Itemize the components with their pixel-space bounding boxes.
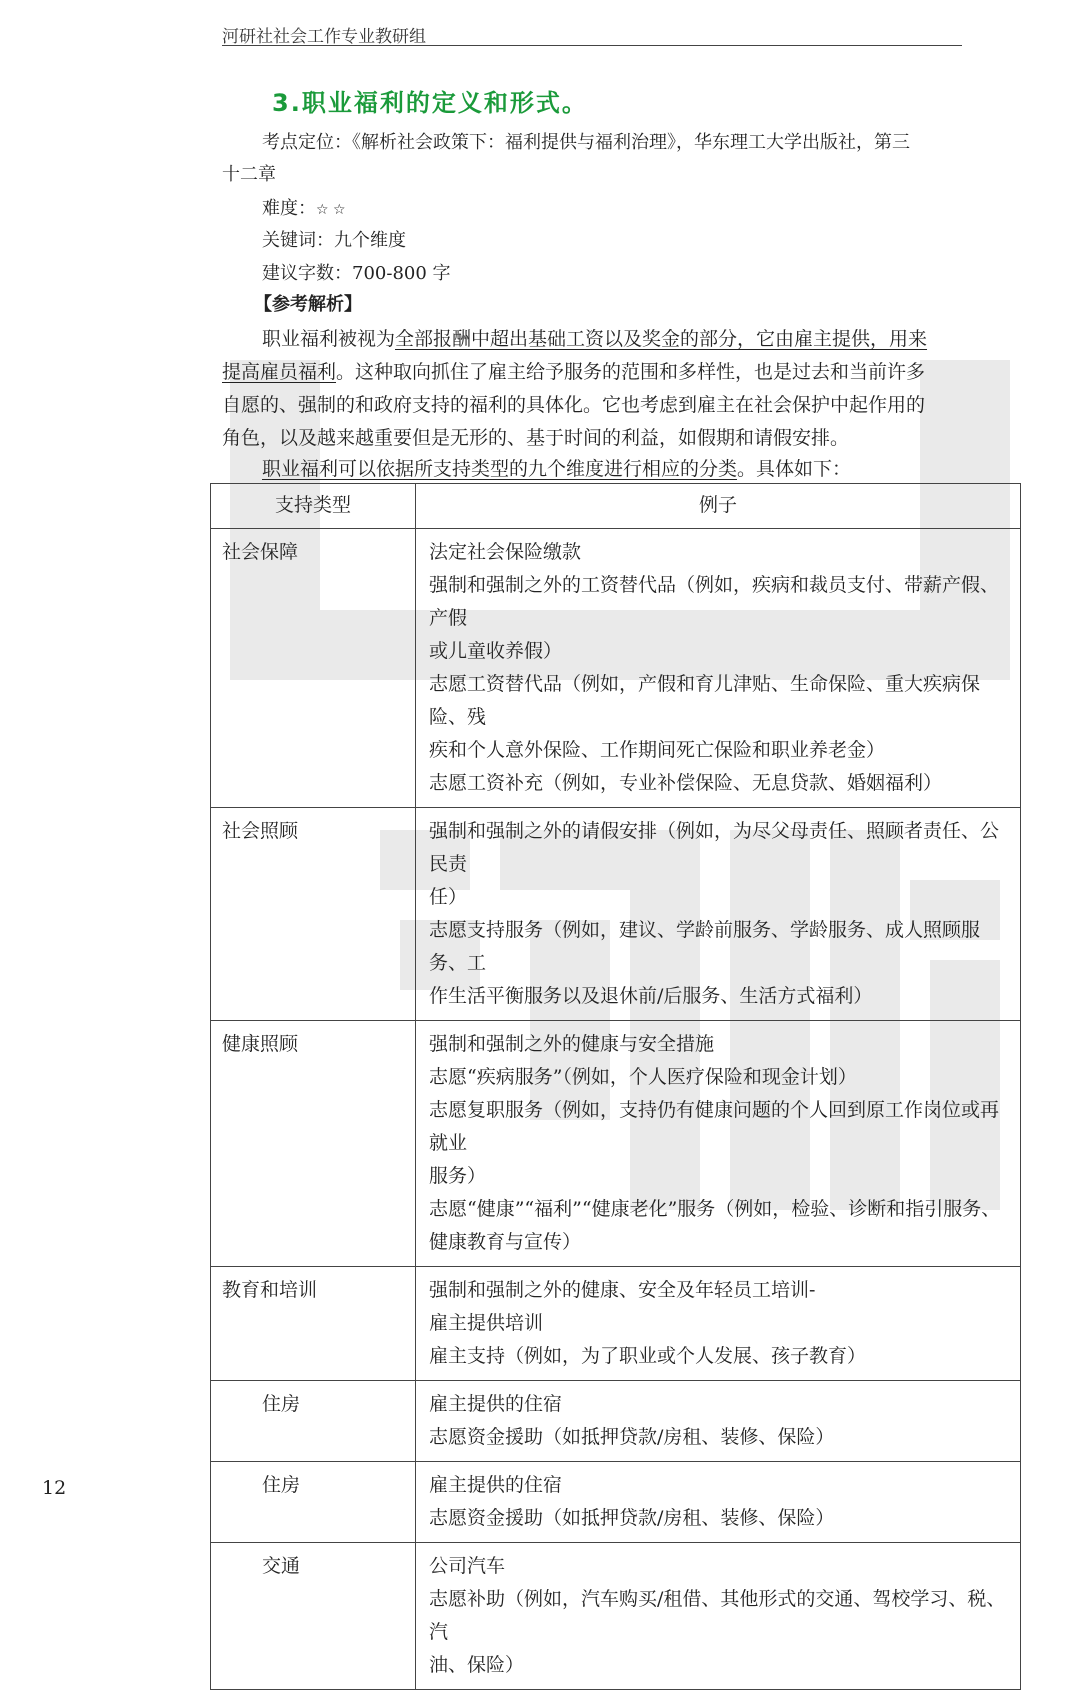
exam-point-line2: 十二章 <box>222 164 276 185</box>
exam-point-line1: 考点定位：《解析社会政策下：福利提供与福利治理》，华东理工大学出版社，第三 <box>262 132 910 153</box>
benefit-types-table <box>210 483 1021 1690</box>
example-line: 志愿资金援助（如抵押贷款/房租、装修、保险） <box>429 1507 835 1529</box>
support-type-cell: 住房 <box>211 1381 416 1462</box>
example-line: 强制和强制之外的健康、安全及年轻员工培训- <box>429 1279 816 1301</box>
example-line: 志愿复职服务（例如，支持仍有健康问题的个人回到原工作岗位或再就业 <box>429 1099 1000 1154</box>
example-line: 志愿工资补充（例如，专业补偿保险、无息贷款、婚姻福利） <box>429 772 943 794</box>
example-line: 公司汽车 <box>429 1555 506 1577</box>
example-line: 志愿支持服务（例如，建议、学龄前服务、学龄服务、成人照顾服务、工 <box>429 919 981 974</box>
example-line: 雇主支持（例如，为了职业或个人发展、孩子教育） <box>429 1345 867 1367</box>
difficulty-label: 难度： <box>262 198 316 219</box>
example-line: 志愿“疾病服务”（例如，个人医疗保险和现金计划） <box>429 1066 857 1088</box>
table-row <box>211 1267 1021 1381</box>
example-line: 疾和个人意外保险、工作期间死亡保险和职业养老金） <box>429 739 886 761</box>
page-number: 12 <box>42 1477 67 1499</box>
example-line: 任） <box>429 886 468 908</box>
question-title: 3.职业福利的定义和形式。 <box>272 89 588 117</box>
examples-cell <box>416 1462 1021 1543</box>
table-row <box>211 1543 1021 1690</box>
example-line: 油、保险） <box>429 1654 525 1676</box>
example-line: 法定社会保险缴款 <box>429 541 582 563</box>
example-line: 作生活平衡服务以及退休前/后服务、生活方式福利） <box>429 985 873 1007</box>
difficulty-row <box>262 193 346 226</box>
paragraph-definition <box>222 323 962 455</box>
example-line: 健康教育与宣传） <box>429 1231 582 1253</box>
table-body <box>211 529 1021 1690</box>
examples-cell <box>416 529 1021 808</box>
examples-cell <box>416 1381 1021 1462</box>
header-support-type: 支持类型 <box>211 484 416 529</box>
example-line: 强制和强制之外的工资替代品（例如，疾病和裁员支付、带薪产假、产假 <box>429 574 1000 629</box>
example-line: 强制和强制之外的请假安排（例如，为尽父母责任、照顾者责任、公民责 <box>429 820 1000 875</box>
word-count-line: 建议字数：700-800 字 <box>262 263 451 284</box>
header-examples: 例子 <box>416 484 1021 529</box>
example-line: 强制和强制之外的健康与安全措施 <box>429 1033 715 1055</box>
paragraph-classification <box>262 453 1002 486</box>
example-line: 雇主提供的住宿 <box>429 1474 563 1496</box>
example-line: 志愿资金援助（如抵押贷款/房租、装修、保险） <box>429 1426 835 1448</box>
support-type-cell: 社会照顾 <box>211 808 416 1021</box>
table-row <box>211 529 1021 808</box>
para1-l1-underline: 全部报酬中超出基础工资以及奖金的部分，它由雇主提供，用来 <box>395 328 928 350</box>
support-type-cell: 社会保障 <box>211 529 416 808</box>
support-type-cell: 健康照顾 <box>211 1021 416 1267</box>
para2-underline: 职业福利可以依据所支持类型的九个维度进行相应的分类 <box>262 458 738 480</box>
table-row <box>211 1381 1021 1462</box>
examples-cell <box>416 1543 1021 1690</box>
support-type-cell: 交通 <box>211 1543 416 1690</box>
running-header: 河研社社会工作专业教研组 <box>222 27 426 47</box>
example-line: 志愿补助（例如，汽车购买/租借、其他形式的交通、驾校学习、税、汽 <box>429 1588 1006 1643</box>
example-line: 志愿工资替代品（例如，产假和育儿津贴、生命保险、重大疾病保险、残 <box>429 673 981 728</box>
table-row <box>211 1462 1021 1543</box>
table-header-row <box>211 484 1021 529</box>
analysis-heading: 【参考解析】 <box>254 294 362 315</box>
support-type-cell: 住房 <box>211 1462 416 1543</box>
example-line: 服务） <box>429 1165 487 1187</box>
para2-tail: 。具体如下： <box>737 458 852 480</box>
examples-cell <box>416 1021 1021 1267</box>
para1-l4: 角色，以及越来越重要但是无形的、基于时间的利益，如假期和请假安排。 <box>222 427 850 449</box>
example-line: 或儿童收养假） <box>429 640 563 662</box>
table-row <box>211 1021 1021 1267</box>
example-line: 雇主提供培训 <box>429 1312 544 1334</box>
example-line: 雇主提供的住宿 <box>429 1393 563 1415</box>
examples-cell <box>416 1267 1021 1381</box>
examples-cell <box>416 808 1021 1021</box>
para1-l1-a: 职业福利被视为 <box>262 328 396 350</box>
table-row <box>211 808 1021 1021</box>
para1-l2-b: 。这种取向抓住了雇主给予服务的范围和多样性，也是过去和当前许多 <box>336 361 926 383</box>
para1-l3: 自愿的、强制的和政府支持的福利的具体化。它也考虑到雇主在社会保护中起作用的 <box>222 394 926 416</box>
header-divider <box>222 45 962 46</box>
difficulty-stars: ☆ ☆ <box>316 202 346 218</box>
example-line: 志愿“健康”“福利”“健康老化”服务（例如，检验、诊断和指引服务、 <box>429 1198 1001 1220</box>
para1-l2-underline: 提高雇员福利 <box>222 361 337 383</box>
support-type-cell: 教育和培训 <box>211 1267 416 1381</box>
keywords-line: 关键词：九个维度 <box>262 230 406 251</box>
